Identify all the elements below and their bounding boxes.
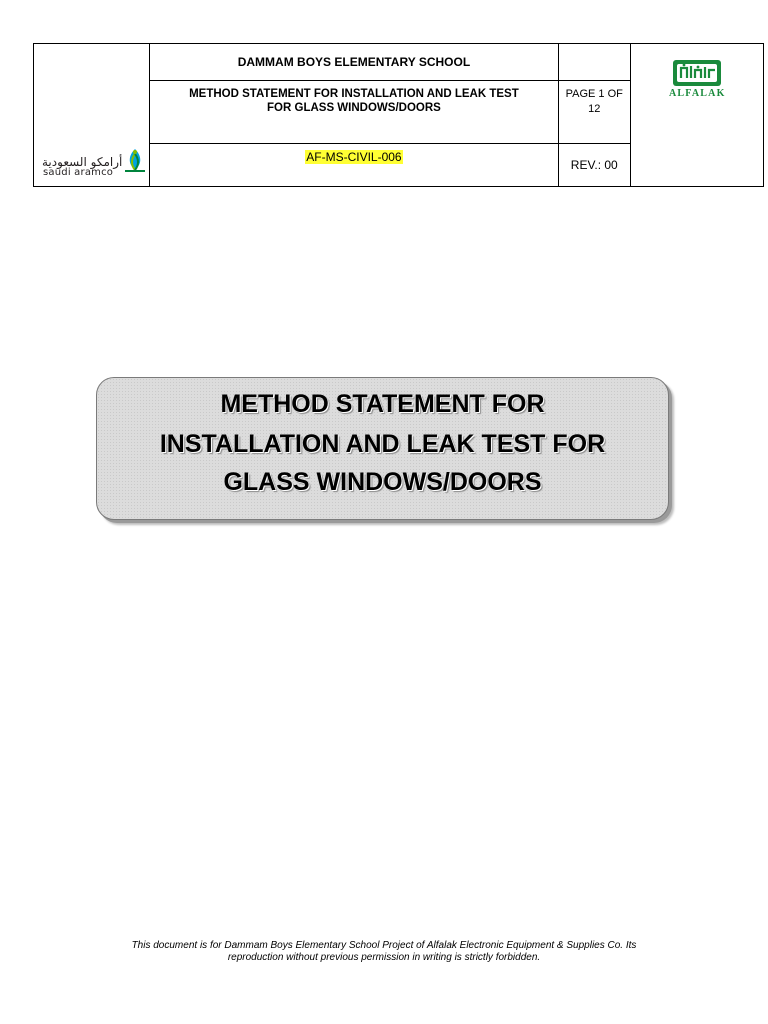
saudi-aramco-logo <box>34 50 150 180</box>
alfalak-icon <box>671 58 723 88</box>
footer-line2: reproduction without previous permission in writing is strictly forbidden. <box>227 952 541 963</box>
revision-label: REV.: 00 <box>558 144 630 187</box>
footer-line1: This document is for Dammam Boys Elementary School Project of Alfalak Electronic Equipment & Supplies Co. Its <box>131 940 637 951</box>
alfalak-logo <box>631 44 764 174</box>
copyright-footer <box>84 940 684 964</box>
cover-title-line2: INSTALLATION AND LEAK TEST FOR <box>159 430 606 458</box>
aramco-arabic-text: أرامكو السعودية <box>42 155 123 169</box>
right-logo-cell <box>630 44 763 187</box>
page-total: 12 <box>588 103 601 115</box>
aramco-latin-text: saudi aramco <box>43 167 114 178</box>
aramco-icon <box>122 146 148 174</box>
document-header-table <box>33 43 764 187</box>
cover-title-line1: METHOD STATEMENT FOR <box>220 390 545 418</box>
cover-title-box <box>96 377 669 520</box>
school-name: DAMMAM BOYS ELEMENTARY SCHOOL <box>150 44 559 81</box>
page-number-label: PAGE 1 OF <box>565 88 623 100</box>
document-title-line2: FOR GLASS WINDOWS/DOORS <box>267 102 441 114</box>
document-code-cell <box>150 144 559 187</box>
document-title-cell <box>150 81 559 144</box>
alfalak-wordmark: ALFALAK <box>669 88 726 99</box>
left-logo-cell <box>34 44 150 187</box>
page-number-cell <box>558 81 630 144</box>
cover-title-line3: GLASS WINDOWS/DOORS <box>223 468 542 496</box>
empty-page-cell <box>558 44 630 81</box>
document-title-line1: METHOD STATEMENT FOR INSTALLATION AND LEAK TEST <box>189 88 519 100</box>
document-code: AF-MS-CIVIL-006 <box>306 150 402 164</box>
